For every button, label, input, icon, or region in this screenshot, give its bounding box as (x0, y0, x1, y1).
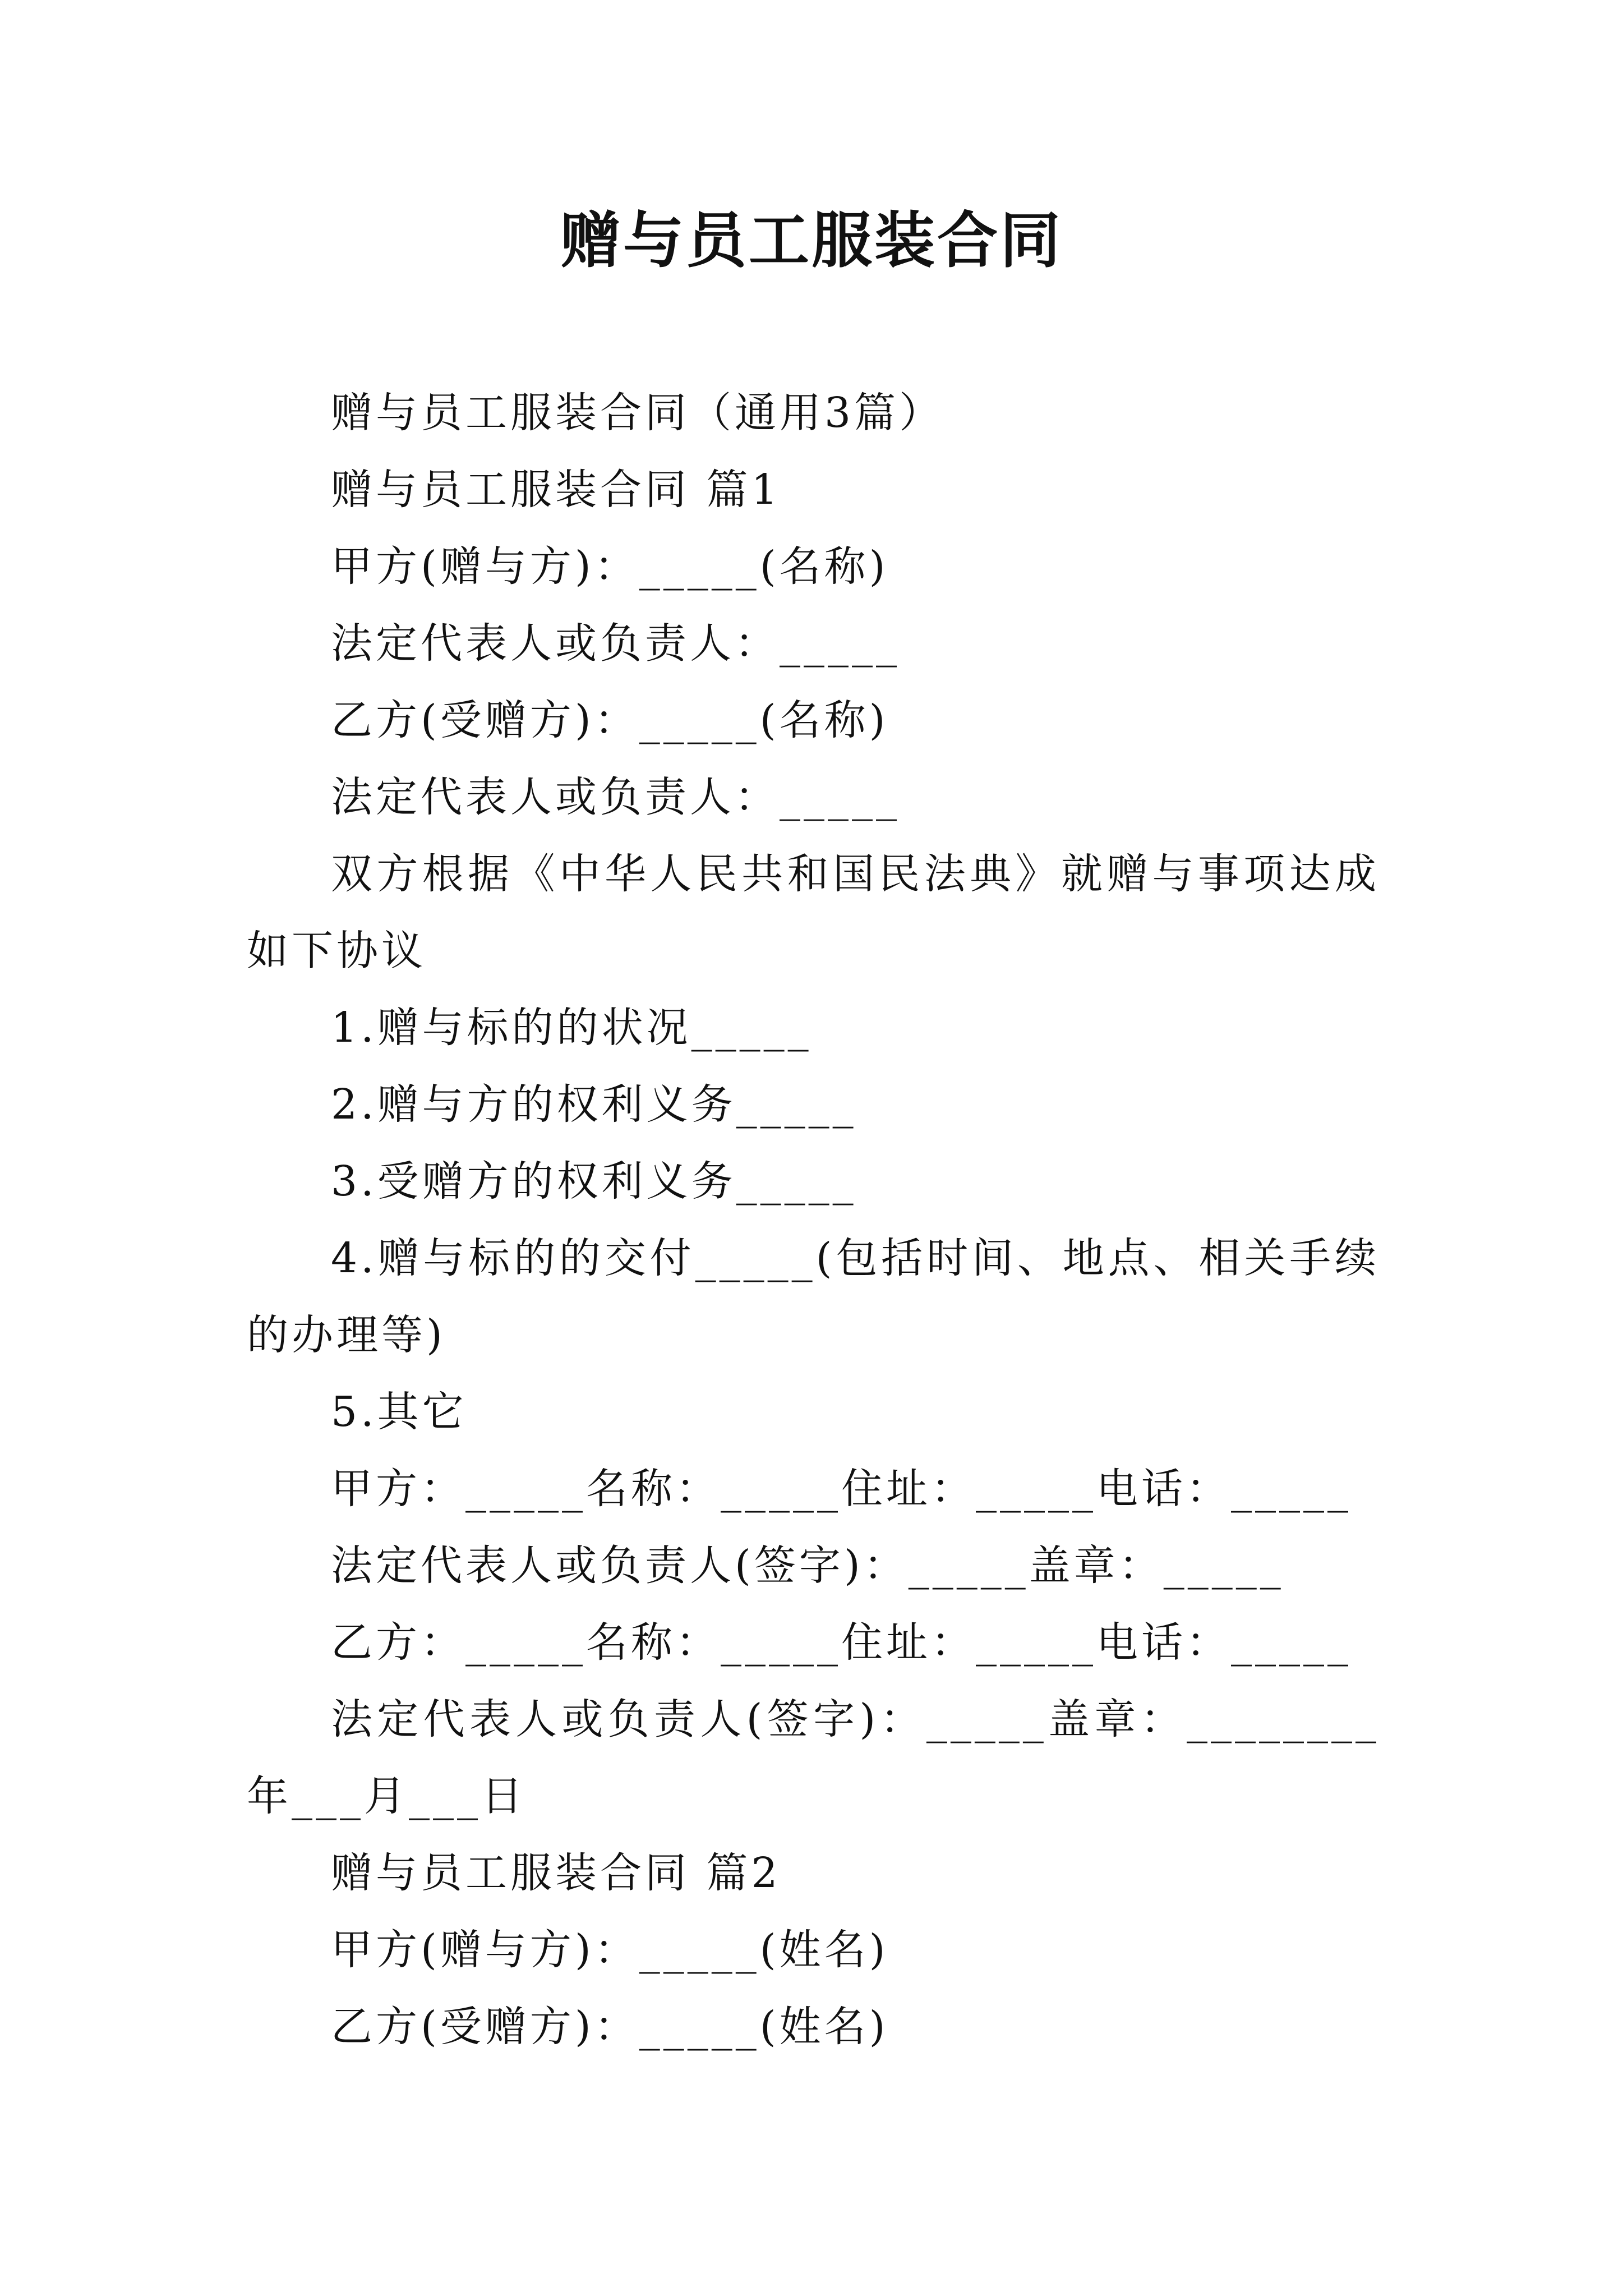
party-a-signature-info: 甲方：_____名称：_____住址：_____电话：_____ (331, 1465, 1352, 1513)
clause-4: 4.赠与标的的交付_____(包括时间、地点、相关手续的办理等) (247, 1234, 1380, 1359)
document-body (247, 375, 1380, 2065)
clause-3: 3.受赠方的权利义务_____ (331, 1157, 857, 1205)
section-heading-2: 赠与员工服装合同 篇2 (331, 1849, 781, 1897)
party-b-representative-line: 法定代表人或负责人：_____ (331, 773, 900, 821)
party-b-line: 乙方(受赠方)：_____(名称) (331, 696, 889, 744)
contract-subtitle: 赠与员工服装合同（通用3篇） (331, 389, 944, 437)
clause-1: 1.赠与标的的状况_____ (331, 1004, 812, 1052)
clause-5: 5.其它 (331, 1388, 467, 1436)
party-a-representative-line: 法定代表人或负责人：_____ (331, 619, 900, 668)
party-a-signature-seal: 法定代表人或负责人(签字)：_____盖章：_____ (331, 1542, 1284, 1590)
section-2-party-a-line: 甲方(赠与方)：_____(姓名) (331, 1926, 889, 1974)
section-2-party-b-line: 乙方(受赠方)：_____(姓名) (331, 2003, 889, 2051)
party-a-line: 甲方(赠与方)：_____(名称) (331, 542, 889, 591)
document-title: 赠与员工服装合同 (560, 206, 1063, 276)
party-b-signature-seal-date: 法定代表人或负责人(签字)：_____盖章：________年___月___日 (247, 1695, 1380, 1820)
section-heading-1: 赠与员工服装合同 篇1 (331, 466, 781, 514)
agreement-intro-paragraph: 双方根据《中华人民共和国民法典》就赠与事项达成如下协议 (247, 850, 1380, 975)
clause-2: 2.赠与方的权利义务_____ (331, 1080, 857, 1129)
party-b-signature-info: 乙方：_____名称：_____住址：_____电话：_____ (331, 1618, 1352, 1667)
